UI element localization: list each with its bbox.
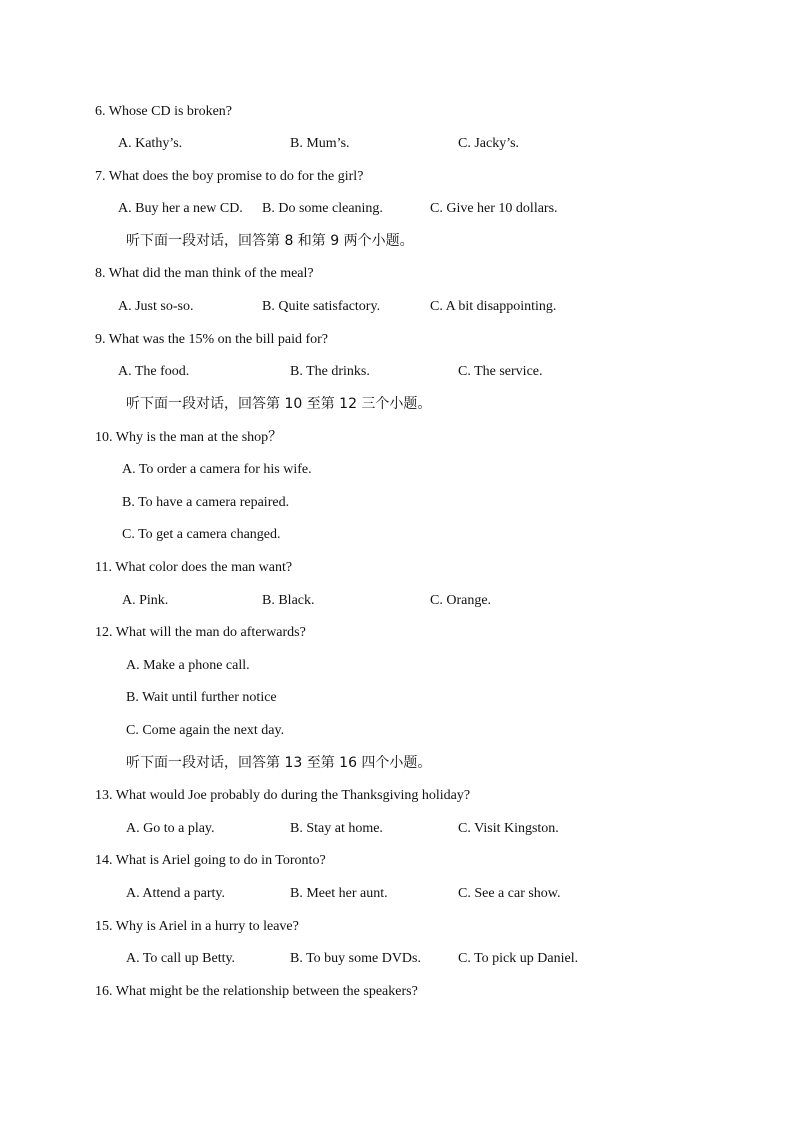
section-instruction-2: 听下面一段对话，回答第 10 至第 12 三个小题。: [126, 396, 432, 412]
question-10: 10. Why is the man at the shop？: [95, 430, 283, 445]
q10-option-a: A. To order a camera for his wife.: [122, 462, 312, 477]
q15-option-b: B. To buy some DVDs.: [290, 951, 421, 966]
question-16: 16. What might be the relationship between the speakers?: [95, 984, 418, 999]
question-14: 14. What is Ariel going to do in Toronto?: [95, 853, 326, 868]
q9-option-b: B. The drinks.: [290, 364, 370, 379]
question-12: 12. What will the man do afterwards?: [95, 625, 306, 640]
q7-option-b: B. Do some cleaning.: [262, 201, 383, 216]
q7-option-c: C. Give her 10 dollars.: [430, 201, 558, 216]
q15-option-c: C. To pick up Daniel.: [458, 951, 579, 966]
q11-option-c: C. Orange.: [430, 593, 492, 608]
q10-option-b: B. To have a camera repaired.: [122, 495, 290, 510]
question-6: 6. Whose CD is broken?: [95, 104, 232, 119]
q6-option-a: A. Kathy’s.: [118, 136, 183, 151]
q9-option-c: C. The service.: [458, 364, 543, 379]
q13-option-a: A. Go to a play.: [126, 821, 215, 836]
q13-option-b: B. Stay at home.: [290, 821, 383, 836]
q13-option-c: C. Visit Kingston.: [458, 821, 559, 836]
section-instruction-1: 听下面一段对话，回答第 8 和第 9 两个小题。: [126, 233, 414, 249]
q6-option-b: B. Mum’s.: [290, 136, 350, 151]
question-15: 15. Why is Ariel in a hurry to leave?: [95, 919, 299, 934]
q7-option-a: A. Buy her a new CD.: [118, 201, 243, 216]
q14-option-c: C. See a car show.: [458, 886, 561, 901]
q15-option-a: A. To call up Betty.: [126, 951, 236, 966]
q14-option-b: B. Meet her aunt.: [290, 886, 388, 901]
q8-option-c: C. A bit disappointing.: [430, 299, 557, 314]
q10-option-c: C. To get a camera changed.: [122, 527, 281, 542]
q12-option-b: B. Wait until further notice: [126, 690, 277, 705]
q14-option-a: A. Attend a party.: [126, 886, 226, 901]
question-8: 8. What did the man think of the meal?: [95, 266, 314, 281]
q12-option-c: C. Come again the next day.: [126, 723, 285, 738]
question-11: 11. What color does the man want?: [95, 560, 293, 575]
question-7: 7. What does the boy promise to do for the girl?: [95, 169, 364, 184]
q11-option-b: B. Black.: [262, 593, 315, 608]
section-instruction-3: 听下面一段对话，回答第 13 至第 16 四个小题。: [126, 755, 432, 771]
question-9: 9. What was the 15% on the bill paid for?: [95, 332, 329, 347]
q8-option-a: A. Just so-so.: [118, 299, 194, 314]
q12-option-a: A. Make a phone call.: [126, 658, 250, 673]
q6-option-c: C. Jacky’s.: [458, 136, 520, 151]
q9-option-a: A. The food.: [118, 364, 190, 379]
question-13: 13. What would Joe probably do during the Thanksgiving holiday?: [95, 788, 471, 803]
q11-option-a: A. Pink.: [122, 593, 169, 608]
q8-option-b: B. Quite satisfactory.: [262, 299, 381, 314]
